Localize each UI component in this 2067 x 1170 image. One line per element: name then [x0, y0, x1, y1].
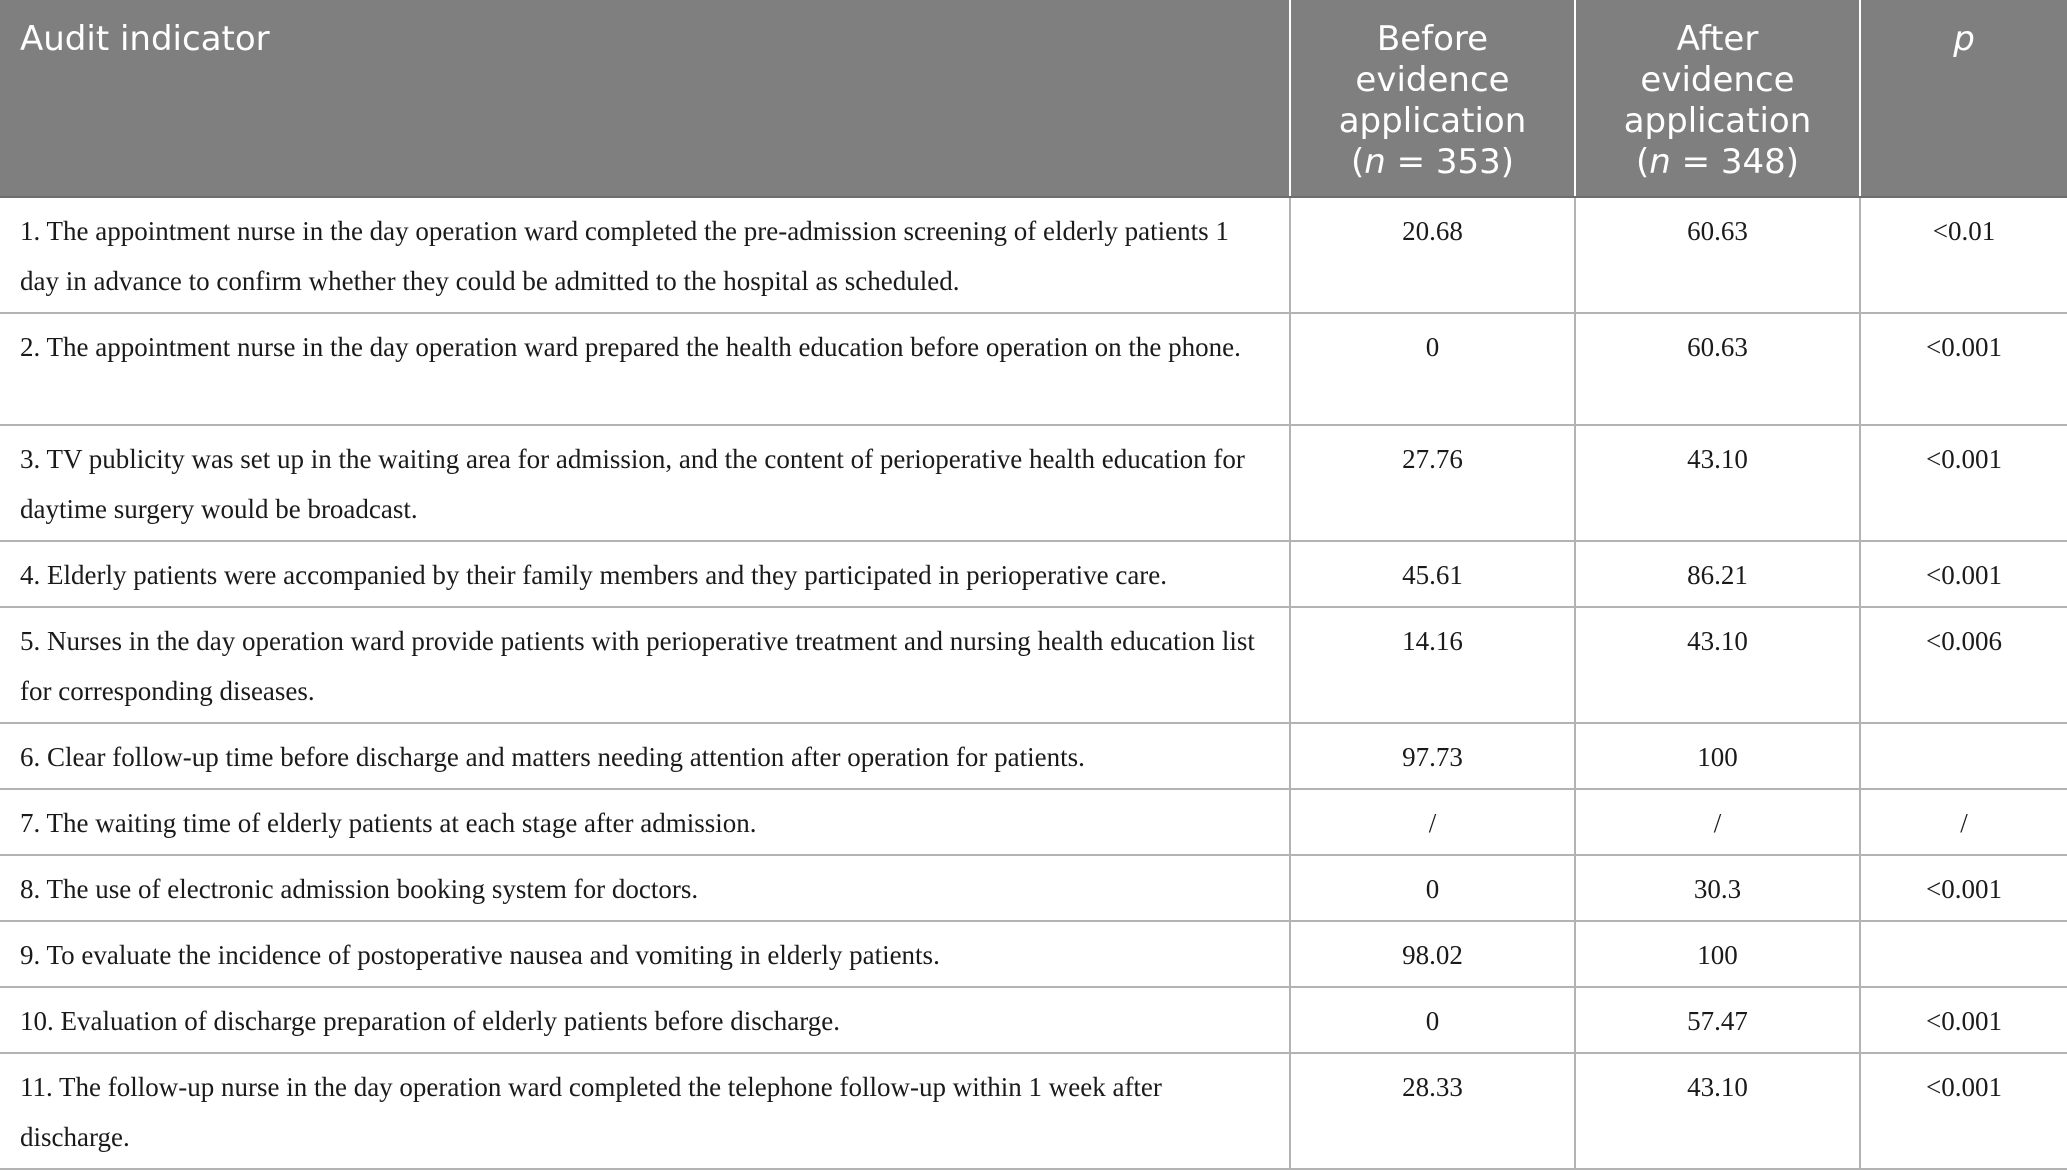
header-after-n: (n = 348)	[1635, 142, 1800, 182]
cell-before: 0	[1290, 313, 1575, 425]
cell-p: <0.001	[1860, 541, 2067, 607]
table-row	[0, 313, 2067, 425]
header-after-line2: evidence	[1640, 60, 1795, 100]
cell-p: <0.001	[1860, 425, 2067, 541]
cell-indicator: 11. The follow-up nurse in the day operation ward completed the telephone follow-up within 1 week after discharge.	[0, 1053, 1290, 1169]
cell-p: <0.001	[1860, 987, 2067, 1053]
cell-before: 45.61	[1290, 541, 1575, 607]
cell-p: <0.006	[1860, 607, 2067, 723]
cell-before: 0	[1290, 855, 1575, 921]
cell-after: 60.63	[1575, 197, 1860, 313]
header-before-n-var: n	[1364, 142, 1386, 182]
cell-before: /	[1290, 789, 1575, 855]
cell-indicator: 1. The appointment nurse in the day operation ward completed the pre-admission screening of elderly patients 1 day in advance to confirm whether they could be admitted to the hospital as scheduled.	[0, 197, 1290, 313]
table-row	[0, 855, 2067, 921]
cell-p: <0.001	[1860, 855, 2067, 921]
table-body	[0, 197, 2067, 1169]
cell-indicator: 8. The use of electronic admission booking system for doctors.	[0, 855, 1290, 921]
cell-after: 86.21	[1575, 541, 1860, 607]
cell-before: 14.16	[1290, 607, 1575, 723]
cell-before: 97.73	[1290, 723, 1575, 789]
cell-indicator: 5. Nurses in the day operation ward provide patients with perioperative treatment and nursing health education list for corresponding diseases.	[0, 607, 1290, 723]
cell-indicator: 6. Clear follow-up time before discharge and matters needing attention after operation for patients.	[0, 723, 1290, 789]
cell-after: 43.10	[1575, 607, 1860, 723]
cell-after: 100	[1575, 723, 1860, 789]
header-audit-indicator-label: Audit indicator	[20, 19, 270, 59]
cell-after: 30.3	[1575, 855, 1860, 921]
table-row	[0, 425, 2067, 541]
header-after-line1: After	[1676, 19, 1759, 59]
table-row	[0, 789, 2067, 855]
cell-before: 0	[1290, 987, 1575, 1053]
header-after-n-var: n	[1649, 142, 1671, 182]
header-p	[1860, 0, 2067, 197]
table-row	[0, 987, 2067, 1053]
table-row	[0, 921, 2067, 987]
table-row	[0, 1053, 2067, 1169]
table-row	[0, 541, 2067, 607]
cell-indicator: 3. TV publicity was set up in the waiting area for admission, and the content of perioperative health education for daytime surgery would be broadcast.	[0, 425, 1290, 541]
cell-p: <0.001	[1860, 313, 2067, 425]
table-row	[0, 607, 2067, 723]
cell-before: 20.68	[1290, 197, 1575, 313]
header-before-line1: Before	[1376, 19, 1489, 59]
table-row	[0, 723, 2067, 789]
cell-indicator: 7. The waiting time of elderly patients at each stage after admission.	[0, 789, 1290, 855]
header-after-n-val: = 348)	[1670, 142, 1800, 182]
cell-indicator: 4. Elderly patients were accompanied by their family members and they participated in perioperative care.	[0, 541, 1290, 607]
cell-p: /	[1860, 789, 2067, 855]
header-before-n: (n = 353)	[1350, 142, 1515, 182]
cell-p: <0.01	[1860, 197, 2067, 313]
cell-before: 98.02	[1290, 921, 1575, 987]
header-before-line3: application	[1338, 101, 1527, 141]
header-p-label: p	[1953, 19, 1975, 59]
cell-after: 43.10	[1575, 425, 1860, 541]
cell-before: 28.33	[1290, 1053, 1575, 1169]
cell-after: 43.10	[1575, 1053, 1860, 1169]
header-audit-indicator	[0, 0, 1290, 197]
cell-indicator: 10. Evaluation of discharge preparation of elderly patients before discharge.	[0, 987, 1290, 1053]
table-header	[0, 0, 2067, 197]
cell-p	[1860, 921, 2067, 987]
table-row	[0, 197, 2067, 313]
header-before	[1290, 0, 1575, 197]
cell-after: 57.47	[1575, 987, 1860, 1053]
cell-before: 27.76	[1290, 425, 1575, 541]
cell-p: <0.001	[1860, 1053, 2067, 1169]
cell-indicator: 9. To evaluate the incidence of postoperative nausea and vomiting in elderly patients.	[0, 921, 1290, 987]
cell-after: 100	[1575, 921, 1860, 987]
header-before-n-val: = 353)	[1385, 142, 1515, 182]
header-after	[1575, 0, 1860, 197]
header-row	[0, 0, 2067, 197]
cell-after: 60.63	[1575, 313, 1860, 425]
header-after-line3: application	[1623, 101, 1812, 141]
header-before-line2: evidence	[1355, 60, 1510, 100]
cell-after: /	[1575, 789, 1860, 855]
cell-indicator: 2. The appointment nurse in the day operation ward prepared the health education before operation on the phone.	[0, 313, 1290, 425]
cell-p	[1860, 723, 2067, 789]
